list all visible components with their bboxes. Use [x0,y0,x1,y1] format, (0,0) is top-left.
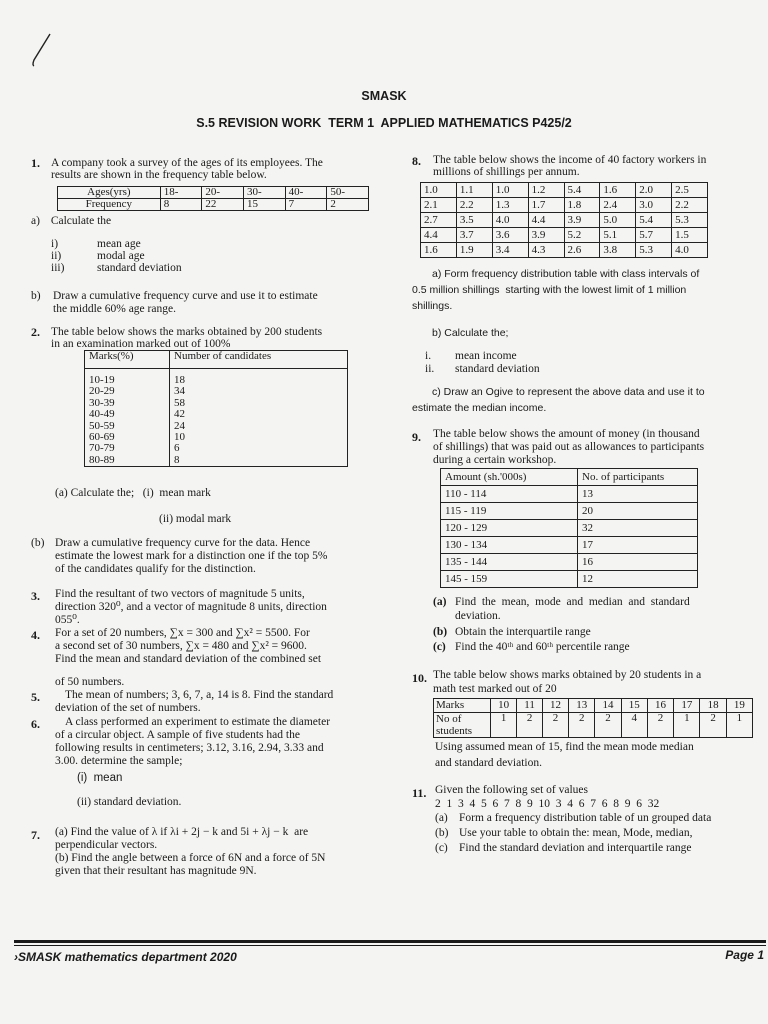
table-cell: 16 [578,554,698,571]
math-test-table [433,698,753,738]
part-text: 0.5 million shillings starting with the lowest limit of 1 million [412,284,687,296]
item-text: mean income [455,350,517,362]
question-text: direction 320⁰, and a vector of magnitude 8 units, direction [55,601,327,613]
table-cell: 2.7 [421,213,457,228]
table-cell: 120 - 129 [441,520,578,537]
table-cell: Ages(yrs) [58,187,161,199]
table-cell: Frequency [58,199,161,211]
table-cell: 1 [726,713,752,738]
question-text: of shillings) that was paid out as allowances to participants [433,441,705,453]
table-cell: 11 [517,699,543,713]
question-text: For a set of 20 numbers, ∑x = 300 and ∑x² = 5500. For [55,627,310,639]
table-cell: 4.0 [492,213,528,228]
table-cell: 2.4 [600,198,636,213]
table-cell: 18 [700,699,726,713]
pen-mark [28,32,68,72]
table-cell: 2.2 [456,198,492,213]
table-cell: 3.7 [456,228,492,243]
question-text: The table below shows marks obtained by 20 students in a [433,669,702,681]
question-number: 10. [412,671,427,685]
part-text: estimate the lowest mark for a distinction one if the top 5% [55,550,328,562]
table-cell: 19 [726,699,752,713]
table-cell: 1.3 [492,198,528,213]
question-number: 2. [31,325,40,339]
table-cell: 13 [578,486,698,503]
table-cell: 24 [170,421,348,432]
table-cell: 5.1 [600,228,636,243]
row-label: students [436,725,473,737]
table-cell: 2 [700,713,726,738]
school-name: SMASK [361,89,407,103]
part-text: estimate the median income. [412,402,547,414]
table-cell: 1.1 [456,183,492,198]
question-text: perpendicular vectors. [55,839,158,851]
part-text: the middle 60% age range. [53,303,176,315]
table-cell: 34 [170,386,348,397]
question-text: following results in centimeters; 3.12, 3.16, 2.94, 3.33 and [55,742,324,754]
table-header: Amount (sh.'000s) [441,469,578,486]
question-text: of 50 numbers. [55,676,125,688]
table-cell: 17 [674,699,700,713]
part-label: (a) [435,812,448,824]
part-label: (b) [433,626,448,638]
table-header: Marks [434,699,491,713]
table-cell: 3.4 [492,243,528,258]
table-cell: 1 [491,713,517,738]
table-cell: 18 [170,375,348,386]
table-cell: 7 [285,199,327,211]
item-number: ii. [425,363,435,375]
question-text: millions of shillings per annum. [433,166,580,178]
table-cell: 1.6 [421,243,457,258]
table-cell: 4 [621,713,647,738]
table-cell: 14 [595,699,621,713]
table-cell: 3.9 [528,228,564,243]
page-title: S.5 REVISION WORK TERM 1 APPLIED MATHEMATICS P425/2 [196,116,572,130]
table-cell: 40- [285,187,327,199]
question-text: Given the following set of values [435,784,588,796]
table-cell: 32 [578,520,698,537]
item-number: i) [51,238,59,250]
table-cell: 15 [244,199,286,211]
question-text: The table below shows the amount of money (in thousand [433,428,700,440]
question-text: A class performed an experiment to estimate the diameter [65,716,331,728]
part-label: (c) [433,641,446,653]
question-text: The table below shows the marks obtained by 200 students [51,326,323,338]
footer-rule-thin [14,945,766,946]
table-cell: 1.5 [672,228,708,243]
table-cell: 58 [170,398,348,409]
table-cell: 4.4 [528,213,564,228]
item-text: standard deviation [455,363,540,375]
question-number: 5. [31,690,40,704]
table-cell: 2.1 [421,198,457,213]
item-text: modal age [97,250,145,262]
table-cell: 10-19 [85,375,170,386]
question-number: 3. [31,589,40,603]
row-label: No of [436,713,462,725]
table-cell: 8 [160,199,202,211]
question-text: during a certain workshop. [433,454,557,466]
table-cell: 16 [647,699,673,713]
table-cell: 130 - 134 [441,537,578,554]
table-cell: 145 - 159 [441,571,578,588]
question-text: (ii) standard deviation. [77,796,182,808]
question-text: math test marked out of 20 [433,683,557,695]
part-text: Find the mean, mode and median and standard [455,596,690,608]
table-cell: 110 - 114 [441,486,578,503]
table-cell: 60-69 [85,432,170,443]
part-label: a) [31,215,40,227]
table-cell: 2 [327,199,369,211]
question-text: given that their resultant has magnitude 9N. [55,865,257,877]
table-cell: 2.6 [564,243,600,258]
part-text: a) Form frequency distribution table with class intervals of [432,268,700,280]
question-text: and standard deviation. [435,756,542,769]
table-cell: 5.4 [636,213,672,228]
question-text: The table below shows the income of 40 factory workers in [433,154,707,166]
table-cell: 2.2 [672,198,708,213]
table-header: Marks(%) [85,351,170,369]
table-header: No. of participants [578,469,698,486]
table-cell: 1.2 [528,183,564,198]
table-cell: 1 [674,713,700,738]
item-text: standard deviation [97,262,182,274]
table-cell: 12 [542,699,568,713]
table-cell: 1.0 [421,183,457,198]
q2-part-a-ii: (ii) modal mark [159,513,232,525]
part-label: b) [31,290,41,302]
part-text: shillings. [412,300,453,312]
table-cell: 5.3 [636,243,672,258]
part-text: c) Draw an Ogive to represent the above data and use it to [432,386,705,398]
question-number: 6. [31,717,40,731]
table-cell: 17 [578,537,698,554]
table-cell: 30- [244,187,286,199]
table-cell: 20-29 [85,386,170,397]
q1-items [51,238,182,274]
part-text: Obtain the interquartile range [455,626,591,638]
question-text: 055⁰. [55,614,80,626]
table-cell: 70-79 [85,443,170,454]
footer-marker: › [14,950,18,964]
table-cell: 4.0 [672,243,708,258]
table-cell: 5.3 [672,213,708,228]
table-header: Number of candidates [170,351,348,369]
question-text: The mean of numbers; 3, 6, 7, a, 14 is 8. Find the standard [65,689,334,701]
table-cell: 42 [170,409,348,420]
question-number: 8. [412,154,421,168]
footer-rule [14,940,766,943]
table-cell: 12 [578,571,698,588]
question-number: 4. [31,628,40,642]
item-number: iii) [51,262,65,274]
table-cell: 22 [202,199,244,211]
table-cell: 2 [647,713,673,738]
table-cell: 1.7 [528,198,564,213]
question-text: Find the mean and standard deviation of the combined set [55,653,322,665]
table-cell: 1.0 [492,183,528,198]
question-text: (i) mean [77,772,123,784]
income-table [420,182,708,258]
table-cell: 3.9 [564,213,600,228]
table-cell: 80-89 [85,455,170,467]
question-text: 3.00. determine the sample; [55,755,183,767]
table-cell: 3.8 [600,243,636,258]
table-cell: 2 [542,713,568,738]
table-cell: 10 [491,699,517,713]
question-text: of a circular object. A sample of five students had the [55,729,300,741]
table-cell: 135 - 144 [441,554,578,571]
footer-text: SMASK mathematics department 2020 [18,950,237,964]
question-text: Find the resultant of two vectors of magnitude 5 units, [55,588,305,600]
question-number: 1. [31,156,40,170]
part-label: (b) [31,537,45,549]
q2-part-a: (a) Calculate the; (i) mean mark [55,487,211,499]
part-text: Find the standard deviation and interquartile range [459,842,692,854]
table-cell: 4.3 [528,243,564,258]
table-cell: 20- [202,187,244,199]
table-header [434,713,491,738]
table-cell: 3.6 [492,228,528,243]
part-label: (a) [433,596,447,608]
part-text: Calculate the [50,215,112,227]
table-cell: 115 - 119 [441,503,578,520]
table-cell: 8 [170,455,348,467]
table-cell: 2 [569,713,595,738]
item-text: mean age [97,238,141,250]
table-cell: 3.5 [456,213,492,228]
table-cell: 2.5 [672,183,708,198]
table-cell: 30-39 [85,398,170,409]
table-cell: 2.0 [636,183,672,198]
table-cell: 5.4 [564,183,600,198]
table-cell: 10 [170,432,348,443]
question-text: A company took a survey of the ages of its employees. The [51,157,323,169]
part-text: of the candidates qualify for the distinction. [55,563,256,575]
part-text: Draw a cumulative frequency curve for the data. Hence [55,537,311,549]
q1-part-a [31,215,111,229]
question-text: (a) Find the value of λ if λi + 2j − k and 5i + λj − k are [55,826,309,838]
item-number: i. [425,350,432,362]
footer-department [14,950,237,964]
question-text: deviation of the set of numbers. [55,702,201,714]
question-text: results are shown in the frequency table below. [51,169,267,181]
table-cell: 1.8 [564,198,600,213]
table-cell: 4.4 [421,228,457,243]
question-text: in an examination marked out of 100% [51,338,231,350]
table-cell: 13 [569,699,595,713]
q8-part-b: b) Calculate the; [432,327,509,339]
part-text: Form a frequency distribution table of un grouped data [459,812,712,824]
table-cell: 1.6 [600,183,636,198]
question-text: Using assumed mean of 15, find the mean mode median [435,741,694,753]
table-cell: 6 [170,443,348,454]
table-cell: 1.9 [456,243,492,258]
page-number: Page 1 [725,948,764,962]
table-cell: 20 [578,503,698,520]
question-number: 9. [412,430,421,444]
table-cell: 40-49 [85,409,170,420]
values-list: 2 1 3 4 5 6 7 8 9 10 3 4 6 7 6 8 9 6 32 [435,798,660,810]
table-cell: 50- [327,187,369,199]
table-cell: 15 [621,699,647,713]
item-number: ii) [51,250,62,262]
table-cell: 5.2 [564,228,600,243]
question-text: (b) Find the angle between a force of 6N and a force of 5N [55,852,326,864]
table-cell: 2 [595,713,621,738]
marks-table [84,350,348,467]
ages-frequency-table [57,186,369,211]
question-number: 11. [412,786,427,800]
question-number: 7. [31,828,40,842]
part-text: Use your table to obtain the: mean, Mode, median, [459,827,693,839]
table-cell: 5.0 [600,213,636,228]
q10-instructions [435,741,765,770]
part-label: (c) [435,842,448,854]
part-text: Find the 40ᵗʰ and 60ᵗʰ percentile range [455,641,630,653]
part-label: (b) [435,827,449,839]
part-text: Draw a cumulative frequency curve and use it to estimate [53,290,318,302]
question-text: a second set of 30 numbers, ∑x = 480 and ∑x² = 9600. [55,640,307,652]
part-text: deviation. [455,610,501,622]
table-cell: 2 [517,713,543,738]
table-cell: 50-59 [85,421,170,432]
table-cell: 18- [160,187,202,199]
table-cell: 5.7 [636,228,672,243]
q8-items [425,350,540,376]
allowances-table [440,468,698,588]
table-cell: 3.0 [636,198,672,213]
